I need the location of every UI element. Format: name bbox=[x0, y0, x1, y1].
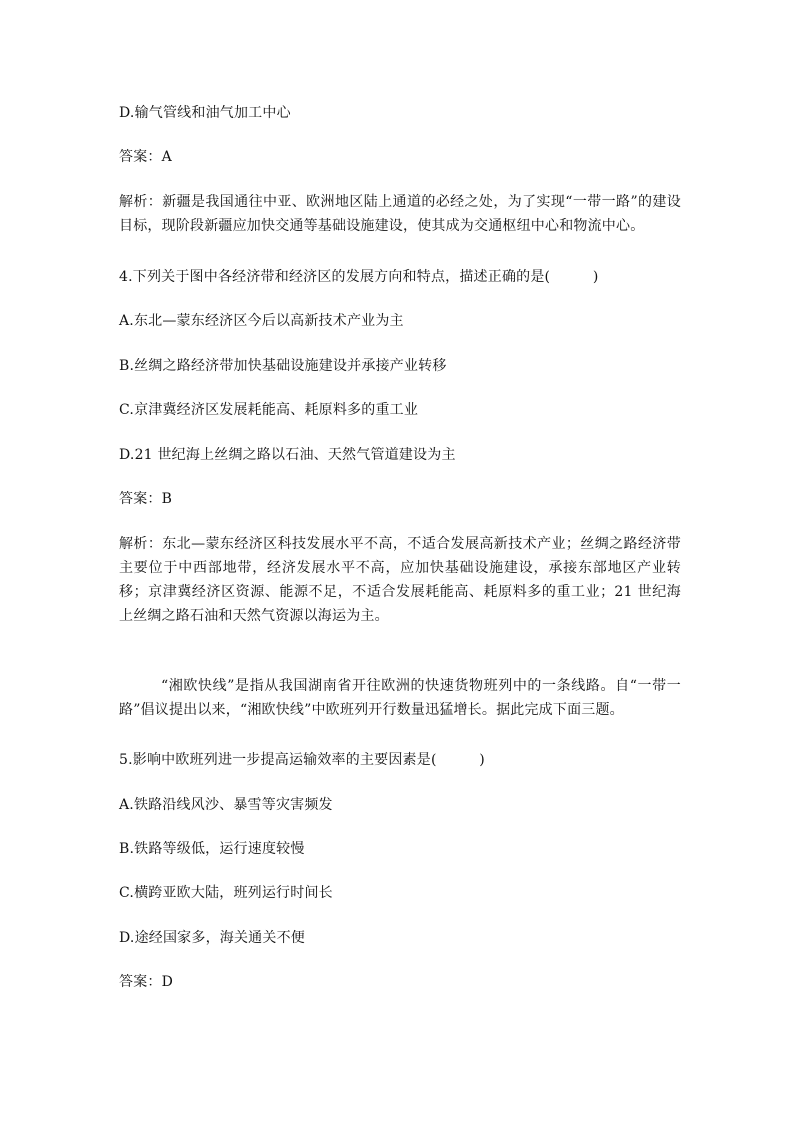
q5-option-a: A.铁路沿线风沙、暴雪等灾害频发 bbox=[119, 797, 333, 813]
q4-answer: 答案：B bbox=[119, 491, 173, 507]
q4-option-d: D.21 世纪海上丝绸之路以石油、天然气管道建设为主 bbox=[119, 447, 456, 463]
q3-answer: 答案：A bbox=[119, 149, 172, 165]
q5-option-c: C.横跨亚欧大陆，班列运行时间长 bbox=[119, 885, 333, 901]
q4-analysis: 解析：东北—蒙东经济区科技发展水平不高，不适合发展高新技术产业；丝绸之路经济带主要位于中西部地带，经济发展水平不高，应加快基础设施建设，承接东部地区产业转移；京津冀经济区资源、能源不足，不适合发展耗能高、耗原料多的重工业；21 世纪海上丝绸之路石油和天然气资源以海运为主。 bbox=[119, 536, 681, 624]
q3-option-d: D.输气管线和油气加工中心 bbox=[119, 105, 291, 121]
q4-option-a: A.东北—蒙东经济区今后以高新技术产业为主 bbox=[119, 313, 404, 329]
q4-stem: 4.下列关于图中各经济带和经济区的发展方向和特点，描述正确的是( ) bbox=[119, 269, 599, 285]
q5-option-d: D.途经国家多，海关通关不便 bbox=[119, 930, 305, 946]
q5-stem: 5.影响中欧班列进一步提高运输效率的主要因素是( ) bbox=[119, 752, 485, 768]
q4-option-c: C.京津冀经济区发展耗能高、耗原料多的重工业 bbox=[119, 402, 419, 418]
passage-intro: “湘欧快线”是指从我国湖南省开往欧洲的快速货物班列中的一条线路。自“一带一路”倡议提出以来，“湘欧快线”中欧班列开行数量迅猛增长。据此完成下面三题。 bbox=[119, 678, 681, 718]
q3-analysis: 解析：新疆是我国通往中亚、欧洲地区陆上通道的必经之处，为了实现“一带一路”的建设目标，现阶段新疆应加快交通等基础设施建设，使其成为交通枢纽中心和物流中心。 bbox=[119, 194, 681, 234]
q4-option-b: B.丝绸之路经济带加快基础设施建设并承接产业转移 bbox=[119, 358, 447, 374]
q5-answer: 答案：D bbox=[119, 974, 174, 990]
q5-option-b: B.铁路等级低，运行速度较慢 bbox=[119, 841, 305, 857]
